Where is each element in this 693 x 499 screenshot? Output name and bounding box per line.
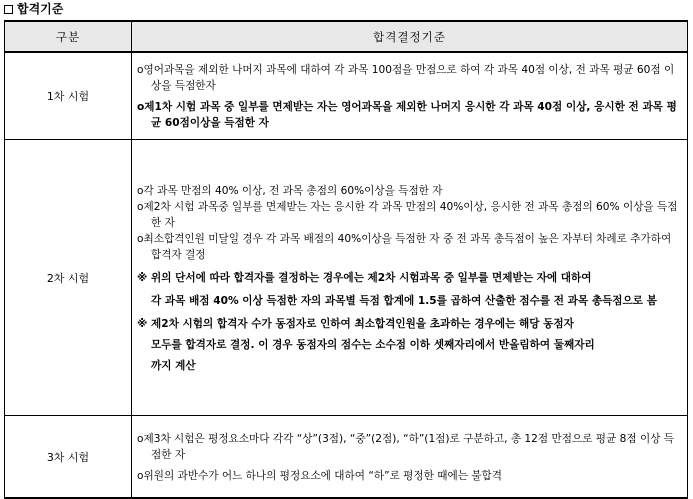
row-criteria xyxy=(132,52,688,140)
criteria-item: o최소합격인원 미달일 경우 각 과목 배점의 40%이상을 득점한 자 중 전 과목 총득점이 높은 자부터 차례로 추가하여 합격자 결정 xyxy=(137,232,672,261)
criteria-item: o제2차 시험 과목중 일부를 면제받는 자는 응시한 각 과목 만점의 40%이상, 응시한 전 과목 총점의 60% 이상을 득점한 자 xyxy=(137,200,678,229)
section-title xyxy=(4,1,63,17)
note-line: ※ 제2차 시험의 합격자 수가 동점자로 인하여 최소합격인원을 초과하는 경우에는 해당 동점자 xyxy=(137,317,574,330)
checkbox-square-icon xyxy=(4,5,13,14)
note-line: 각 과목 배점 40% 이상 득점한 자의 과목별 득점 합계에 1.5를 곱하여 산출한 점수를 전 과목 총득점으로 봄 xyxy=(151,294,657,307)
criteria-table xyxy=(4,20,688,499)
header-category: 구분 xyxy=(5,21,132,52)
row-category: 3차 시험 xyxy=(5,416,132,499)
row-criteria xyxy=(132,416,688,499)
criteria-item: o제3차 시험은 평정요소마다 각각 “상”(3점), “중”(2점), “하”(1점)로 구분하고, 총 12점 만점으로 평균 8점 이상 득점한 자 xyxy=(137,432,675,461)
row-category: 2차 시험 xyxy=(5,140,132,416)
table-row-exam-1 xyxy=(5,52,688,140)
table-row-exam-3 xyxy=(5,416,688,499)
criteria-item: o각 과목 만점의 40% 이상, 전 과목 총점의 60%이상을 득점한 자 xyxy=(137,184,443,197)
criteria-item: o영어과목을 제외한 나머지 과목에 대하여 각 과목 100점을 만점으로 하여 각 과목 40점 이상, 전 과목 평균 60점 이상을 득점한자 xyxy=(137,64,675,92)
criteria-item: o위원의 과반수가 어느 하나의 평정요소에 대하여 “하”로 평정한 때에는 불합격 xyxy=(137,469,503,482)
section-title-text: 합격기준 xyxy=(17,2,64,16)
criteria-item-bold: o제1차 시험 과목 중 일부를 면제받는 자는 영어과목을 제외한 나머지 응시한 각 과목 40점 이상, 응시한 전 과목 평균 60점이상을 득점한 자 xyxy=(137,101,677,129)
header-criteria: 합격결정기준 xyxy=(132,21,688,52)
note-line: ※ 위의 단서에 따라 합격자를 결정하는 경우에는 제2차 시험과목 중 일부를 면제받는 자에 대하여 xyxy=(137,271,592,284)
note-line: 까지 계산 xyxy=(151,359,196,372)
table-header-row xyxy=(5,21,688,52)
table-row-exam-2 xyxy=(5,140,688,416)
row-category: 1차 시험 xyxy=(5,52,132,140)
note-line: 모두를 합격자로 결정. 이 경우 동점자의 점수는 소수점 이하 셋째자리에서 반올림하여 둘째자리 xyxy=(151,338,595,351)
row-criteria xyxy=(132,140,688,416)
